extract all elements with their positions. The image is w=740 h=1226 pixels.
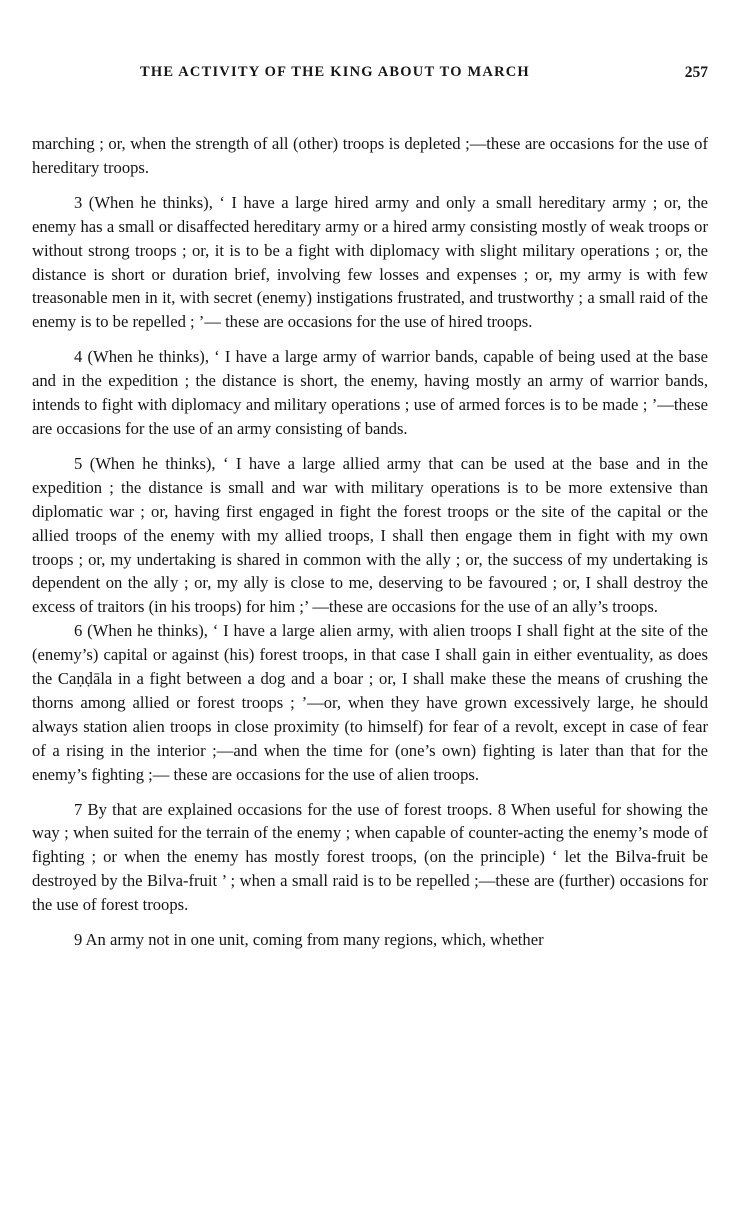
body-text	[32, 132, 708, 952]
paragraph-7-8: 7 By that are explained occasions for the use of forest troops. 8 When useful for showing the way ; when suited for the terrain of the enemy ; when capable of counter-acting the enemy’s mode of fighting ; or when the enemy has mostly forest troops, (on the principle) ‘ let the Bilva-fruit be destroyed by the Bilva-fruit ’ ; when a small raid is to be repelled ;—these are (further) occasions for the use of forest troops.	[32, 799, 708, 915]
paragraph-continuation: marching ; or, when the strength of all (other) troops is depleted ;—these are occasions for the use of hereditary troops.	[32, 134, 708, 177]
paragraph-4: 4 (When he thinks), ‘ I have a large army of warrior bands, capable of being used at the base and in the expedition ; the distance is short, the enemy, having mostly an army of warrior bands, intends to fight with diplomacy and military operations ; use of armed forces is to be made ; ’—these are occasions for the use of an army consisting of bands.	[32, 347, 708, 438]
paragraph-9: 9 An army not in one unit, coming from many regions, which, whether	[74, 930, 544, 950]
paragraph-6: 6 (When he thinks), ‘ I have a large alien army, with alien troops I shall fight at the site of the (enemy’s) capital or against (his) forest troops, in that case I shall gain in either eventuality, as does the Caṇḍāla in a fight between a dog and a boar ; or, I shall make these the means of crushing the thorns among allied or forest troops ; ’—or, when they have grown excessively large, he should always station alien troops in close proximity (to himself) for fear of a revolt, except in case of fear of a rising in the interior ;—and when the time for (one’s own) fighting is later than that for the enemy’s fighting ;— these are occasions for the use of alien troops.	[32, 621, 708, 784]
running-head: THE ACTIVITY OF THE KING ABOUT TO MARCH	[140, 64, 530, 80]
page-header	[32, 64, 708, 88]
paragraph-3: 3 (When he thinks), ‘ I have a large hired army and only a small hereditary army ; or, the enemy has a small or disaffected hereditary army or a hired army consisting mostly of weak troops or without strong troops ; or, it is to be a fight with diplomacy with slight military operations ; or, the distance is short or duration brief, involving few losses and expenses ; or, my army is with few treasonable men in it, with secret (enemy) instigations frustrated, and trustworthy ; a small raid of the enemy is to be repelled ; ’— these are occasions for the use of hired troops.	[32, 192, 708, 332]
page-number: 257	[684, 64, 708, 81]
paragraph-5: 5 (When he thinks), ‘ I have a large allied army that can be used at the base and in the expedition ; the distance is small and war with military operations is to be more extensive than diplomatic war ; or, having first engaged in fight the forest troops or the site of the capital or the allied troops of the enemy with my allied troops, I shall then engage them in fight with my own troops ; or, my undertaking is shared in common with the ally ; or, the success of my undertaking is dependent on the ally ; or, my ally is close to me, deserving to be favoured ; or, I shall destroy the excess of traitors (in his troops) for him ;’ —these are occasions for the use of an ally’s troops.	[32, 453, 708, 617]
